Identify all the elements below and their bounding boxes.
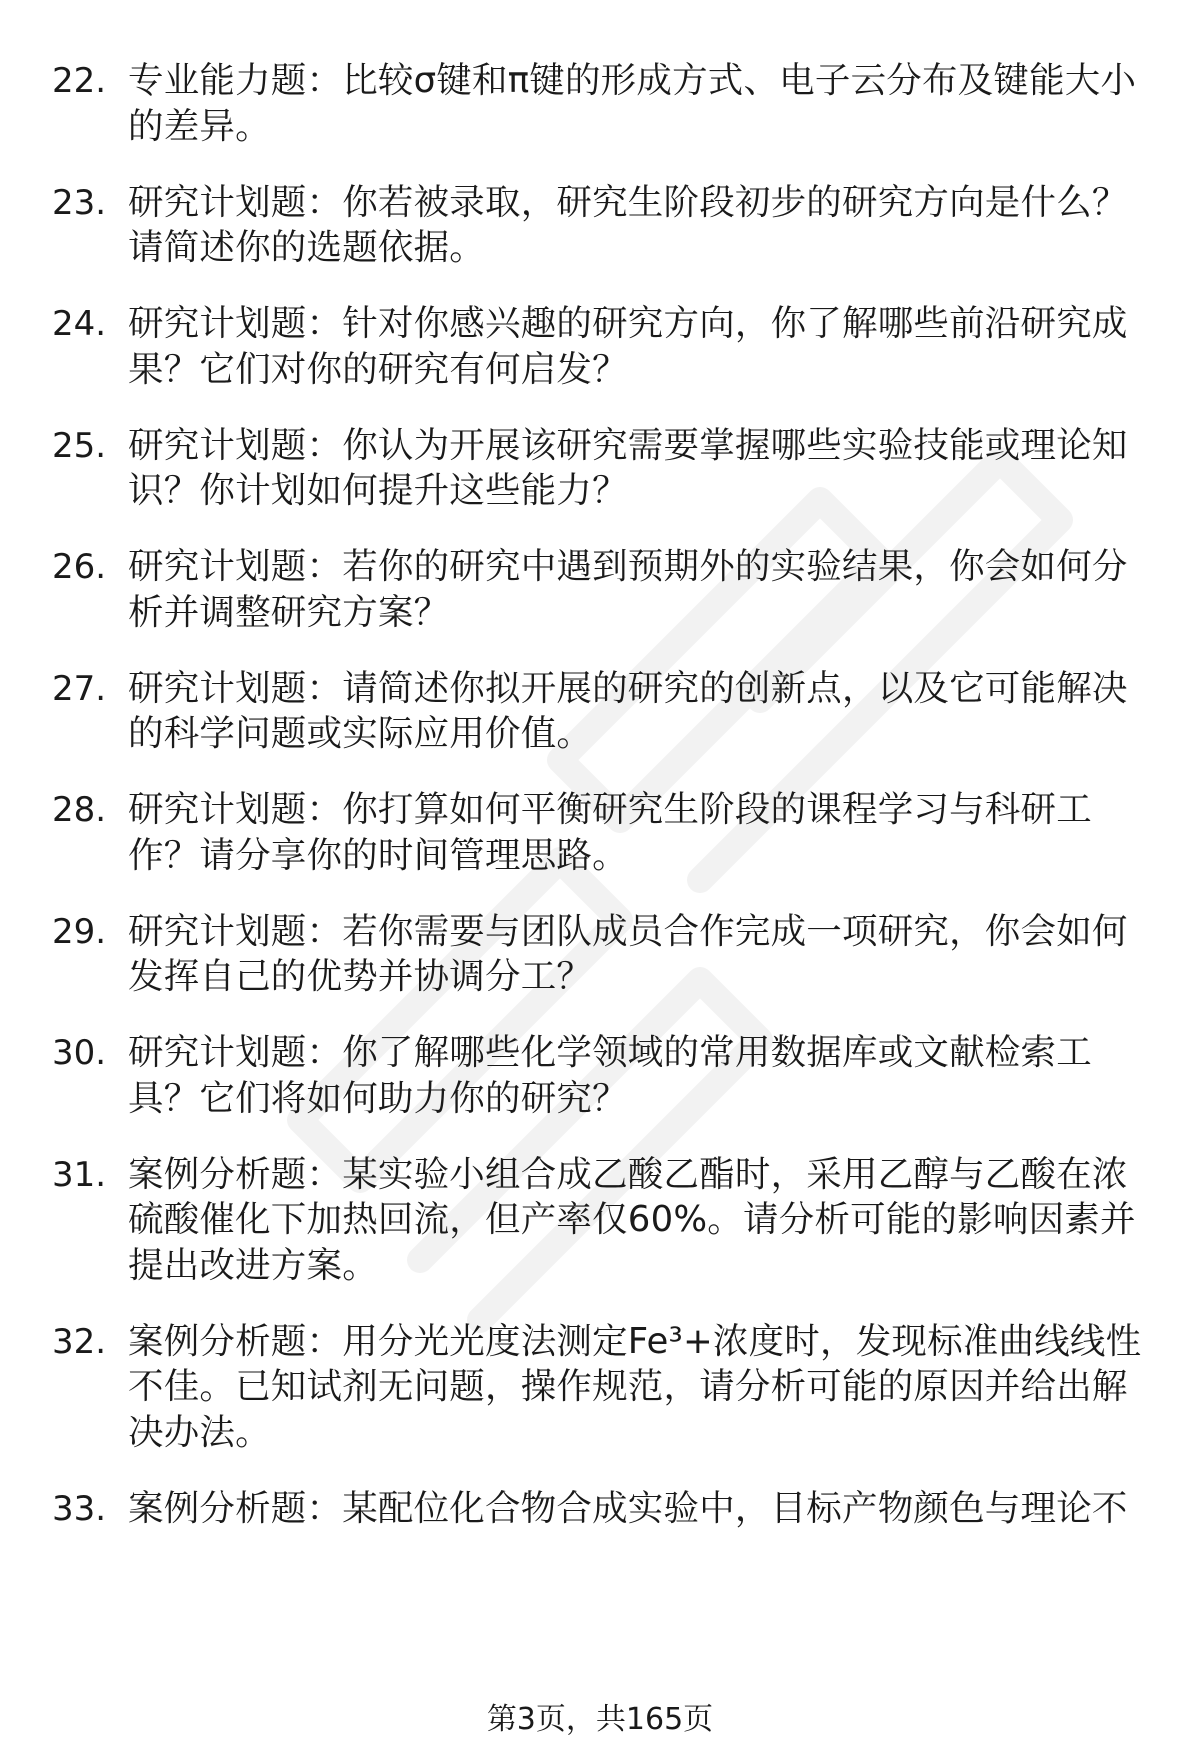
question-list <box>52 58 1162 1562</box>
question-text: 案例分析题：某实验小组合成乙酸乙酯时，采用乙醇与乙酸在浓硫酸催化下加热回流，但产率仅60%。请分析可能的影响因素并提出改进方案。 <box>128 1153 1136 1286</box>
question-number: 28. <box>52 790 107 830</box>
question-item <box>52 58 1162 149</box>
question-text: 研究计划题：你了解哪些化学领域的常用数据库或文献检索工具？它们将如何助力你的研究？ <box>128 1032 1092 1119</box>
question-text: 研究计划题：针对你感兴趣的研究方向，你了解哪些前沿研究成果？它们对你的研究有何启发？ <box>128 303 1128 390</box>
question-text: 研究计划题：你认为开展该研究需要掌握哪些实验技能或理论知识？你计划如何提升这些能力？ <box>128 424 1128 511</box>
question-number: 31. <box>52 1154 107 1195</box>
question-item <box>52 180 1162 271</box>
question-item <box>52 1486 1162 1532</box>
question-text: 研究计划题：你打算如何平衡研究生阶段的课程学习与科研工作？请分享你的时间管理思路。 <box>128 789 1092 876</box>
question-item <box>52 787 1162 878</box>
question-item <box>52 1152 1162 1289</box>
question-number: 25. <box>52 425 107 466</box>
question-item <box>52 909 1162 1000</box>
question-item <box>52 1030 1162 1121</box>
question-text: 研究计划题：请简述你拟开展的研究的创新点，以及它可能解决的科学问题或实际应用价值。 <box>128 667 1128 754</box>
question-text: 研究计划题：若你的研究中遇到预期外的实验结果，你会如何分析并调整研究方案？ <box>128 546 1128 633</box>
page-footer <box>0 1700 1200 1740</box>
question-number: 23. <box>52 182 107 223</box>
question-item <box>52 666 1162 757</box>
question-item <box>52 301 1162 392</box>
question-number: 29. <box>52 911 107 952</box>
question-number: 33. <box>52 1488 107 1529</box>
question-text: 研究计划题：若你需要与团队成员合作完成一项研究，你会如何发挥自己的优势并协调分工？ <box>128 910 1128 997</box>
question-number: 27. <box>52 668 107 709</box>
question-text: 专业能力题：比较σ键和π键的形成方式、电子云分布及键能大小的差异。 <box>128 60 1137 147</box>
question-text: 研究计划题：你若被录取，研究生阶段初步的研究方向是什么？请简述你的选题依据。 <box>128 181 1128 268</box>
question-text: 案例分析题：用分光光度法测定Fe³+浓度时，发现标准曲线线性不佳。已知试剂无问题，操作规范，请分析可能的原因并给出解决办法。 <box>128 1320 1142 1453</box>
page-number-label: 第3页，共165页 <box>486 1702 714 1737</box>
question-number: 30. <box>52 1033 107 1073</box>
question-number: 26. <box>52 547 107 587</box>
question-number: 22. <box>52 61 107 101</box>
question-number: 32. <box>52 1321 107 1362</box>
question-item <box>52 1319 1162 1456</box>
question-number: 24. <box>52 304 107 344</box>
question-text: 案例分析题：某配位化合物合成实验中，目标产物颜色与理论不 <box>128 1487 1128 1529</box>
question-item <box>52 544 1162 635</box>
question-item <box>52 423 1162 514</box>
